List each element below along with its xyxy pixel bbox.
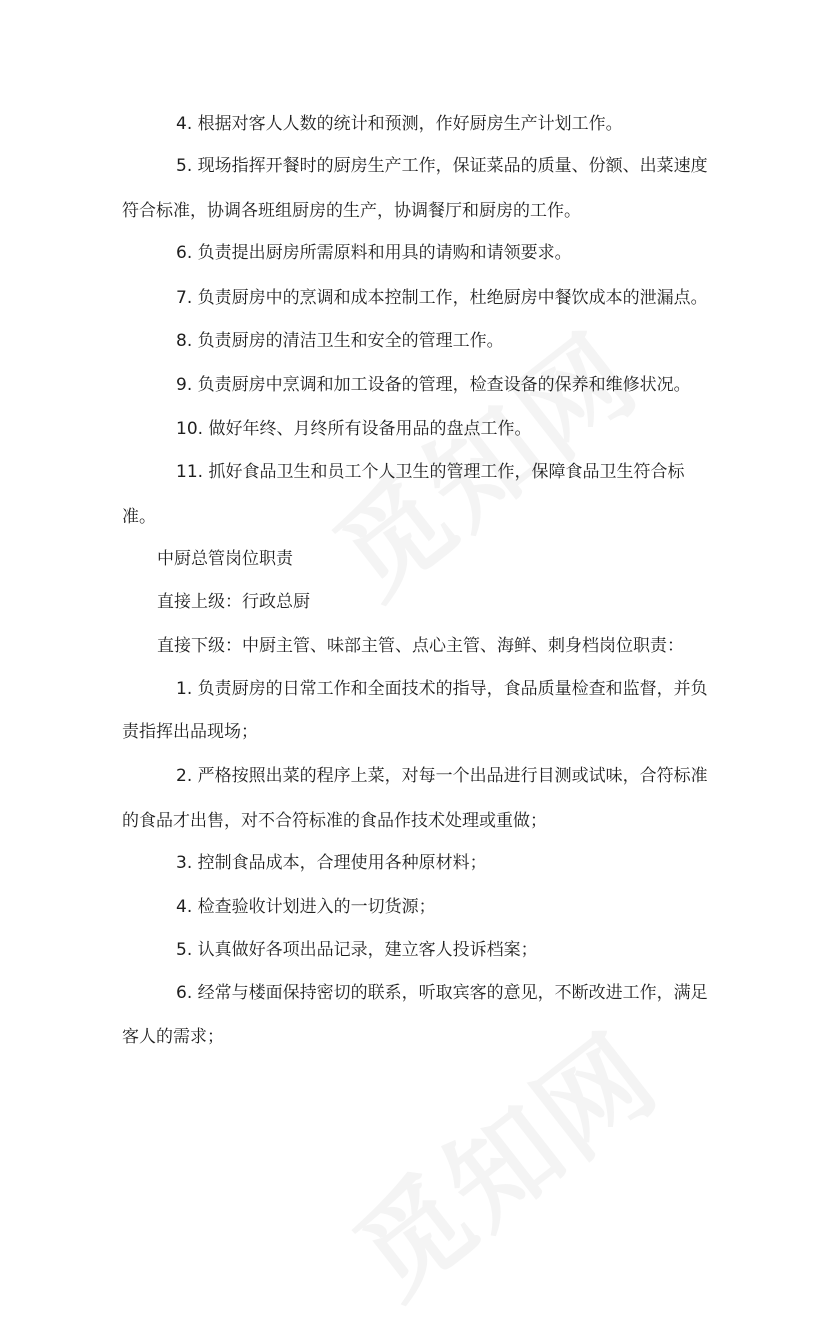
paragraph-line: 直接下级：中厨主管、味部主管、点心主管、海鲜、刺身档岗位职责： [157, 636, 684, 656]
paragraph-line: 9. 负责厨房中烹调和加工设备的管理，检查设备的保养和维修状况。 [176, 375, 691, 395]
paragraph-line: 3. 控制食品成本，合理使用各种原材料； [176, 853, 487, 873]
paragraph-line: 4. 根据对客人人数的统计和预测，作好厨房生产计划工作。 [176, 114, 623, 134]
paragraph-line: 准。 [122, 507, 156, 527]
paragraph-line: 6. 负责提出厨房所需原料和用具的请购和请领要求。 [176, 243, 572, 263]
watermark [318, 991, 685, 1326]
paragraph-line: 4. 检查验收计划进入的一切货源； [176, 897, 436, 917]
paragraph-line: 7. 负责厨房中的烹调和成本控制工作，杜绝厨房中餐饮成本的泄漏点。 [176, 288, 708, 308]
paragraph-line: 1. 负责厨房的日常工作和全面技术的指导，食品质量检查和监督，并负 [176, 679, 708, 699]
paragraph-line: 客人的需求； [122, 1027, 224, 1047]
paragraph-line: 5. 认真做好各项出品记录，建立客人投诉档案； [176, 940, 538, 960]
section-heading: 中厨总管岗位职责 [157, 549, 293, 569]
paragraph-line: 8. 负责厨房的清洁卫生和安全的管理工作。 [176, 331, 504, 351]
paragraph-line: 的食品才出售，对不合符标准的食品作技术处理或重做； [122, 811, 547, 831]
paragraph-line: 5. 现场指挥开餐时的厨房生产工作，保证菜品的质量、份额、出菜速度 [176, 156, 708, 176]
paragraph-line: 6. 经常与楼面保持密切的联系，听取宾客的意见，不断改进工作，满足 [176, 983, 708, 1003]
paragraph-line: 符合标准，协调各班组厨房的生产，协调餐厅和厨房的工作。 [122, 201, 581, 221]
paragraph-line: 直接上级：行政总厨 [157, 592, 310, 612]
paragraph-line: 10. 做好年终、月终所有设备用品的盘点工作。 [176, 419, 532, 439]
paragraph-line: 2. 严格按照出菜的程序上菜，对每一个出品进行目测或试味，合符标准 [176, 766, 708, 786]
paragraph-line: 责指挥出品现场； [122, 722, 258, 742]
paragraph-line: 11. 抓好食品卫生和员工个人卫生的管理工作，保障食品卫生符合标 [176, 462, 685, 482]
